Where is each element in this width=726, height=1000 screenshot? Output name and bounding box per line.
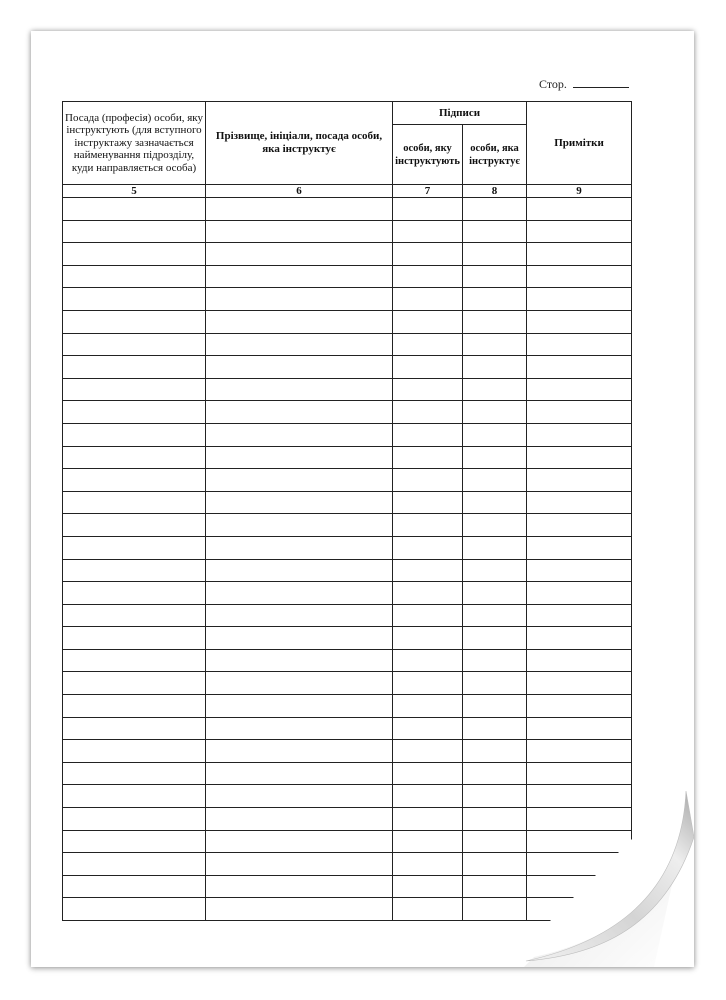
- table-row: [63, 898, 632, 921]
- cell-signature-instructor[interactable]: [463, 446, 527, 469]
- cell-notes[interactable]: [527, 220, 632, 243]
- cell-signature-instructed[interactable]: [393, 356, 463, 379]
- cell-instructor[interactable]: [206, 559, 393, 582]
- cell-position[interactable]: [63, 378, 206, 401]
- cell-notes[interactable]: [527, 875, 632, 898]
- cell-instructor[interactable]: [206, 762, 393, 785]
- cell-instructor[interactable]: [206, 672, 393, 695]
- cell-instructor[interactable]: [206, 830, 393, 853]
- cell-instructor[interactable]: [206, 649, 393, 672]
- cell-signature-instructed[interactable]: [393, 423, 463, 446]
- cell-instructor[interactable]: [206, 378, 393, 401]
- table-row: [63, 672, 632, 695]
- cell-notes[interactable]: [527, 830, 632, 853]
- cell-signature-instructed[interactable]: [393, 604, 463, 627]
- cell-notes[interactable]: [527, 582, 632, 605]
- cell-instructor[interactable]: [206, 423, 393, 446]
- cell-signature-instructor[interactable]: [463, 875, 527, 898]
- cell-signature-instructed[interactable]: [393, 875, 463, 898]
- cell-signature-instructed[interactable]: [393, 559, 463, 582]
- cell-instructor[interactable]: [206, 469, 393, 492]
- cell-instructor[interactable]: [206, 333, 393, 356]
- table-row: [63, 695, 632, 718]
- header-signature-instructor: особи, яка інструктує: [463, 125, 527, 185]
- cell-signature-instructor[interactable]: [463, 695, 527, 718]
- cell-notes[interactable]: [527, 198, 632, 221]
- table-row: [63, 310, 632, 333]
- cell-signature-instructor[interactable]: [463, 582, 527, 605]
- header-position: Посада (професія) особи, яку інструктують (для вступного інструктажу зазначається найменування підрозділу, куди направляється особа): [63, 102, 206, 185]
- cell-signature-instructor[interactable]: [463, 649, 527, 672]
- cell-signature-instructed[interactable]: [393, 378, 463, 401]
- table-row: [63, 582, 632, 605]
- cell-signature-instructed[interactable]: [393, 198, 463, 221]
- table-row: [63, 536, 632, 559]
- cell-signature-instructed[interactable]: [393, 220, 463, 243]
- cell-signature-instructed[interactable]: [393, 401, 463, 424]
- cell-position[interactable]: [63, 536, 206, 559]
- header-signatures: Підписи: [393, 102, 527, 125]
- cell-position[interactable]: [63, 423, 206, 446]
- cell-signature-instructed[interactable]: [393, 808, 463, 831]
- cell-instructor[interactable]: [206, 491, 393, 514]
- cell-signature-instructor[interactable]: [463, 559, 527, 582]
- cell-notes[interactable]: [527, 446, 632, 469]
- cell-instructor[interactable]: [206, 198, 393, 221]
- table-row: [63, 469, 632, 492]
- column-number: 9: [527, 185, 632, 198]
- cell-notes[interactable]: [527, 740, 632, 763]
- cell-notes[interactable]: [527, 514, 632, 537]
- cell-signature-instructor[interactable]: [463, 762, 527, 785]
- table-row: [63, 333, 632, 356]
- cell-position[interactable]: [63, 853, 206, 876]
- cell-signature-instructor[interactable]: [463, 536, 527, 559]
- cell-position[interactable]: [63, 333, 206, 356]
- column-number: 6: [206, 185, 393, 198]
- document-page: [31, 31, 694, 967]
- cell-signature-instructed[interactable]: [393, 762, 463, 785]
- cell-signature-instructor[interactable]: [463, 830, 527, 853]
- table-row: [63, 220, 632, 243]
- cell-position[interactable]: [63, 695, 206, 718]
- cell-signature-instructed[interactable]: [393, 717, 463, 740]
- cell-position[interactable]: [63, 762, 206, 785]
- cell-position[interactable]: [63, 265, 206, 288]
- cell-signature-instructed[interactable]: [393, 446, 463, 469]
- cell-signature-instructed[interactable]: [393, 536, 463, 559]
- cell-signature-instructed[interactable]: [393, 288, 463, 311]
- cell-instructor[interactable]: [206, 265, 393, 288]
- cell-notes[interactable]: [527, 672, 632, 695]
- cell-signature-instructor[interactable]: [463, 672, 527, 695]
- table-row: [63, 808, 632, 831]
- cell-position[interactable]: [63, 582, 206, 605]
- cell-signature-instructed[interactable]: [393, 491, 463, 514]
- table-row: [63, 446, 632, 469]
- cell-signature-instructed[interactable]: [393, 469, 463, 492]
- cell-notes[interactable]: [527, 808, 632, 831]
- cell-signature-instructed[interactable]: [393, 695, 463, 718]
- cell-position[interactable]: [63, 875, 206, 898]
- cell-notes[interactable]: [527, 333, 632, 356]
- table-row: [63, 875, 632, 898]
- cell-position[interactable]: [63, 198, 206, 221]
- cell-notes[interactable]: [527, 649, 632, 672]
- cell-signature-instructor[interactable]: [463, 469, 527, 492]
- cell-instructor[interactable]: [206, 785, 393, 808]
- cell-signature-instructed[interactable]: [393, 853, 463, 876]
- cell-signature-instructed[interactable]: [393, 740, 463, 763]
- cell-signature-instructed[interactable]: [393, 333, 463, 356]
- cell-position[interactable]: [63, 604, 206, 627]
- cell-signature-instructor[interactable]: [463, 808, 527, 831]
- table-row: [63, 740, 632, 763]
- cell-notes[interactable]: [527, 288, 632, 311]
- cell-position[interactable]: [63, 220, 206, 243]
- cell-signature-instructed[interactable]: [393, 243, 463, 266]
- page-number-blank[interactable]: [573, 78, 629, 88]
- cell-signature-instructor[interactable]: [463, 853, 527, 876]
- cell-notes[interactable]: [527, 762, 632, 785]
- cell-position[interactable]: [63, 446, 206, 469]
- cell-position[interactable]: [63, 672, 206, 695]
- cell-notes[interactable]: [527, 401, 632, 424]
- cell-position[interactable]: [63, 288, 206, 311]
- header-instructor: Прізвище, ініціали, посада особи, яка інструктує: [206, 102, 393, 185]
- cell-signature-instructor[interactable]: [463, 401, 527, 424]
- table-row: [63, 604, 632, 627]
- cell-position[interactable]: [63, 514, 206, 537]
- cell-instructor[interactable]: [206, 717, 393, 740]
- cell-signature-instructor[interactable]: [463, 288, 527, 311]
- cell-signature-instructed[interactable]: [393, 310, 463, 333]
- table-row: [63, 717, 632, 740]
- cell-notes[interactable]: [527, 310, 632, 333]
- cell-notes[interactable]: [527, 695, 632, 718]
- table-row: [63, 401, 632, 424]
- cell-signature-instructed[interactable]: [393, 582, 463, 605]
- cell-instructor[interactable]: [206, 627, 393, 650]
- cell-signature-instructor[interactable]: [463, 740, 527, 763]
- cell-signature-instructor[interactable]: [463, 785, 527, 808]
- instruction-journal-table: [62, 101, 632, 921]
- cell-instructor[interactable]: [206, 898, 393, 921]
- cell-position[interactable]: [63, 469, 206, 492]
- cell-instructor[interactable]: [206, 740, 393, 763]
- cell-instructor[interactable]: [206, 582, 393, 605]
- cell-instructor[interactable]: [206, 875, 393, 898]
- cell-position[interactable]: [63, 356, 206, 379]
- cell-notes[interactable]: [527, 604, 632, 627]
- cell-signature-instructed[interactable]: [393, 830, 463, 853]
- table-row: [63, 356, 632, 379]
- cell-signature-instructor[interactable]: [463, 220, 527, 243]
- cell-signature-instructor[interactable]: [463, 604, 527, 627]
- cell-signature-instructed[interactable]: [393, 672, 463, 695]
- cell-signature-instructor[interactable]: [463, 514, 527, 537]
- header-notes: Примітки: [527, 102, 632, 185]
- cell-position[interactable]: [63, 401, 206, 424]
- table-row: [63, 785, 632, 808]
- cell-instructor[interactable]: [206, 220, 393, 243]
- cell-signature-instructed[interactable]: [393, 898, 463, 921]
- cell-signature-instructor[interactable]: [463, 491, 527, 514]
- table-row: [63, 423, 632, 446]
- cell-notes[interactable]: [527, 265, 632, 288]
- table-row: [63, 243, 632, 266]
- cell-signature-instructed[interactable]: [393, 785, 463, 808]
- column-number: 5: [63, 185, 206, 198]
- cell-signature-instructed[interactable]: [393, 627, 463, 650]
- cell-instructor[interactable]: [206, 514, 393, 537]
- table-row: [63, 762, 632, 785]
- cell-signature-instructed[interactable]: [393, 514, 463, 537]
- cell-position[interactable]: [63, 491, 206, 514]
- page-number-label: Стор.: [539, 77, 567, 91]
- cell-notes[interactable]: [527, 559, 632, 582]
- cell-signature-instructor[interactable]: [463, 333, 527, 356]
- column-number: 8: [463, 185, 527, 198]
- cell-signature-instructor[interactable]: [463, 378, 527, 401]
- cell-instructor[interactable]: [206, 536, 393, 559]
- cell-signature-instructor[interactable]: [463, 243, 527, 266]
- cell-notes[interactable]: [527, 469, 632, 492]
- cell-signature-instructor[interactable]: [463, 265, 527, 288]
- table-body: [63, 198, 632, 921]
- cell-instructor[interactable]: [206, 243, 393, 266]
- cell-signature-instructor[interactable]: [463, 310, 527, 333]
- cell-notes[interactable]: [527, 423, 632, 446]
- cell-notes[interactable]: [527, 627, 632, 650]
- cell-notes[interactable]: [527, 898, 632, 921]
- cell-signature-instructor[interactable]: [463, 356, 527, 379]
- cell-position[interactable]: [63, 627, 206, 650]
- cell-notes[interactable]: [527, 491, 632, 514]
- cell-notes[interactable]: [527, 243, 632, 266]
- table-row: [63, 627, 632, 650]
- cell-notes[interactable]: [527, 785, 632, 808]
- column-number-row: [63, 185, 632, 198]
- table-row: [63, 491, 632, 514]
- table-row: [63, 559, 632, 582]
- cell-position[interactable]: [63, 559, 206, 582]
- cell-instructor[interactable]: [206, 446, 393, 469]
- cell-instructor[interactable]: [206, 356, 393, 379]
- cell-instructor[interactable]: [206, 401, 393, 424]
- cell-position[interactable]: [63, 740, 206, 763]
- cell-notes[interactable]: [527, 853, 632, 876]
- table-row: [63, 830, 632, 853]
- cell-signature-instructed[interactable]: [393, 649, 463, 672]
- table-row: [63, 265, 632, 288]
- cell-position[interactable]: [63, 898, 206, 921]
- cell-position[interactable]: [63, 717, 206, 740]
- cell-instructor[interactable]: [206, 288, 393, 311]
- table-row: [63, 288, 632, 311]
- cell-signature-instructor[interactable]: [463, 198, 527, 221]
- cell-instructor[interactable]: [206, 808, 393, 831]
- cell-notes[interactable]: [527, 536, 632, 559]
- cell-signature-instructor[interactable]: [463, 423, 527, 446]
- cell-instructor[interactable]: [206, 604, 393, 627]
- table-row: [63, 514, 632, 537]
- cell-instructor[interactable]: [206, 853, 393, 876]
- cell-signature-instructed[interactable]: [393, 265, 463, 288]
- page-number-field: [539, 77, 629, 92]
- column-number: 7: [393, 185, 463, 198]
- cell-notes[interactable]: [527, 378, 632, 401]
- table-row: [63, 378, 632, 401]
- table-row: [63, 853, 632, 876]
- cell-position[interactable]: [63, 649, 206, 672]
- cell-position[interactable]: [63, 830, 206, 853]
- cell-instructor[interactable]: [206, 695, 393, 718]
- table-row: [63, 649, 632, 672]
- cell-signature-instructor[interactable]: [463, 898, 527, 921]
- cell-position[interactable]: [63, 243, 206, 266]
- cell-instructor[interactable]: [206, 310, 393, 333]
- cell-position[interactable]: [63, 808, 206, 831]
- cell-notes[interactable]: [527, 356, 632, 379]
- cell-position[interactable]: [63, 310, 206, 333]
- cell-position[interactable]: [63, 785, 206, 808]
- cell-signature-instructor[interactable]: [463, 717, 527, 740]
- cell-signature-instructor[interactable]: [463, 627, 527, 650]
- header-signature-instructed: особи, яку інструктують: [393, 125, 463, 185]
- table-row: [63, 198, 632, 221]
- cell-notes[interactable]: [527, 717, 632, 740]
